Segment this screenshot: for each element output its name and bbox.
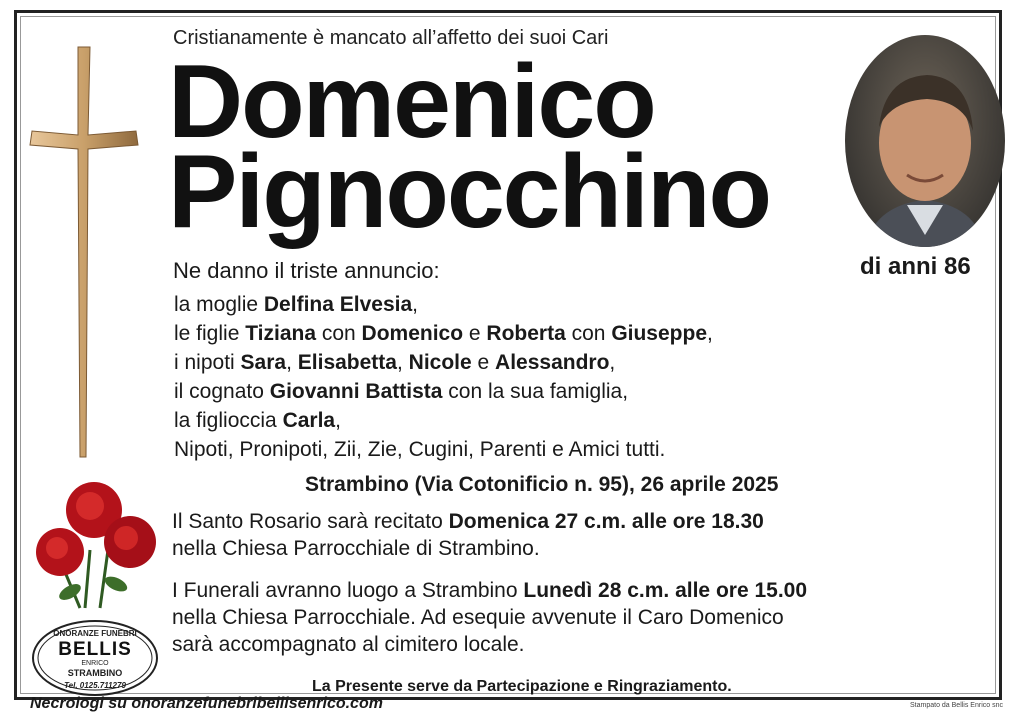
funeral-line bbox=[172, 577, 807, 604]
portrait-photo bbox=[845, 35, 1005, 247]
rosary-line bbox=[172, 508, 764, 535]
funeral-home-logo bbox=[30, 618, 160, 698]
deceased-last-name: Pignocchino bbox=[168, 134, 770, 250]
text-segment: e bbox=[463, 322, 487, 345]
place-and-date: Strambino (Via Cotonificio n. 95), 26 aprile 2025 bbox=[305, 473, 779, 496]
funeral-line bbox=[172, 604, 807, 631]
text-segment: con bbox=[565, 322, 612, 345]
logo-town-text: STRAMBINO bbox=[67, 668, 123, 678]
funeral-paragraph bbox=[172, 577, 807, 658]
family-line bbox=[174, 377, 713, 406]
text-segment: nella Chiesa Parrocchiale. Ad esequie avvenute il Caro Domenico bbox=[172, 606, 784, 629]
highlighted-name: Roberta bbox=[486, 322, 566, 345]
notice-header: Cristianamente è mancato all’affetto dei suoi Cari bbox=[173, 27, 609, 49]
highlighted-name: Carla bbox=[282, 409, 336, 432]
text-segment: , bbox=[609, 351, 616, 374]
highlighted-name: Tiziana bbox=[245, 322, 317, 345]
text-segment: con la sua famiglia, bbox=[442, 380, 629, 403]
highlighted-name: Domenico bbox=[361, 322, 464, 345]
family-line bbox=[174, 290, 713, 319]
family-list bbox=[174, 290, 713, 464]
text-segment: i nipoti bbox=[174, 351, 241, 374]
text-segment: , bbox=[286, 351, 298, 374]
text-segment: , bbox=[335, 409, 341, 432]
highlighted-name: Elisabetta bbox=[297, 351, 397, 374]
highlighted-name: Nicole bbox=[408, 351, 472, 374]
text-segment: , bbox=[707, 322, 713, 345]
cross-icon bbox=[26, 45, 142, 460]
logo-name-text: BELLIS bbox=[58, 639, 132, 660]
thanks-line: La Presente serve da Partecipazione e Ringraziamento. bbox=[312, 678, 732, 695]
highlighted-name: Lunedì 28 c.m. alle ore 15.00 bbox=[523, 579, 808, 602]
printed-by: Stampato da Bellis Enrico snc bbox=[910, 702, 1003, 709]
text-segment: con bbox=[316, 322, 362, 345]
highlighted-name: Alessandro bbox=[495, 351, 610, 374]
text-segment: nella Chiesa Parrocchiale di Strambino. bbox=[172, 537, 540, 560]
family-line bbox=[174, 406, 713, 435]
highlighted-name: Delfina Elvesia bbox=[263, 293, 413, 316]
announcement-intro: Ne danno il triste annuncio: bbox=[173, 258, 440, 283]
text-segment: Nipoti, Pronipoti, Zii, Zie, Cugini, Parenti e Amici tutti. bbox=[174, 438, 666, 461]
logo-sub-text: ENRICO bbox=[81, 660, 109, 667]
text-segment: la moglie bbox=[174, 293, 264, 316]
family-line bbox=[174, 348, 713, 377]
text-segment: la figlioccia bbox=[174, 409, 283, 432]
highlighted-name: Domenica 27 c.m. alle ore 18.30 bbox=[448, 510, 764, 533]
rosary-paragraph bbox=[172, 508, 764, 562]
highlighted-name: Giovanni Battista bbox=[269, 380, 443, 403]
logo-tel-text: Tel. 0125.711279 bbox=[64, 681, 126, 690]
text-segment: e bbox=[471, 351, 496, 374]
text-segment: Il Santo Rosario sarà recitato bbox=[172, 510, 449, 533]
deceased-age: di anni 86 bbox=[860, 253, 971, 280]
text-segment: , bbox=[396, 351, 409, 374]
text-segment: I Funerali avranno luogo a Strambino bbox=[172, 579, 524, 602]
family-line bbox=[174, 319, 713, 348]
website-link[interactable]: Necrologi su onoranzefunebribellisenrico.com bbox=[30, 695, 383, 712]
deceased-first-name: Domenico bbox=[168, 44, 655, 160]
text-segment: , bbox=[412, 293, 418, 316]
logo-top-text: ONORANZE FUNEBRI bbox=[53, 629, 137, 638]
highlighted-name: Sara bbox=[240, 351, 287, 374]
text-segment: sarà accompagnato al cimitero locale. bbox=[172, 633, 525, 656]
roses-image bbox=[30, 480, 160, 610]
funeral-line bbox=[172, 631, 807, 658]
text-segment: le figlie bbox=[174, 322, 246, 345]
rosary-line bbox=[172, 535, 764, 562]
family-line bbox=[174, 435, 713, 464]
highlighted-name: Giuseppe bbox=[611, 322, 708, 345]
text-segment: il cognato bbox=[174, 380, 270, 403]
